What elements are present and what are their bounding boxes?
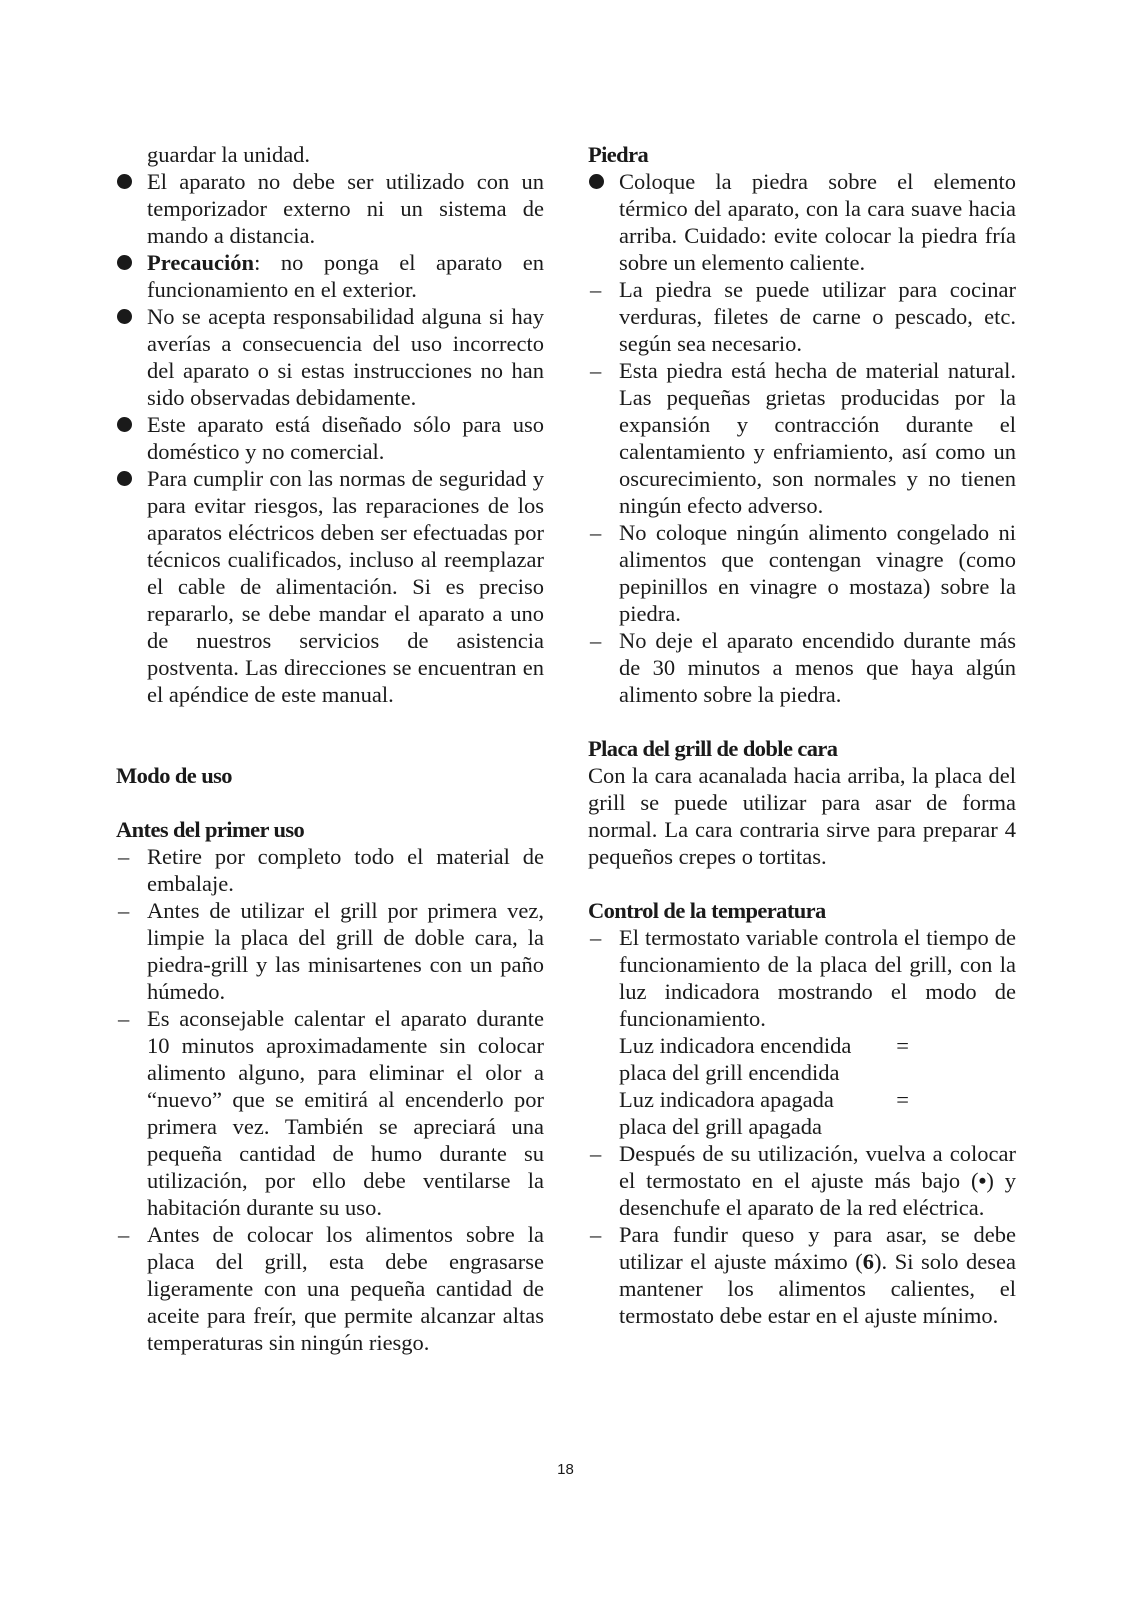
- dash-item: – No deje el aparato encendido durante más de 30 minutos a menos que haya algún alimento sobre la piedra.: [590, 628, 1016, 707]
- placa-text: Con la cara acanalada hacia arriba, la placa del grill se puede utilizar para asar de forma normal. La cara contraria sirve para preparar 4 pequeños crepes o tortitas.: [588, 763, 1016, 869]
- caution-label: Precaución: [147, 250, 255, 275]
- bullet-item: [116, 303, 544, 411]
- continued-text: guardar la unidad.: [147, 142, 311, 167]
- indicator-on-label: Luz indicadora encendida: [619, 1033, 852, 1058]
- dash-text: ) y desenchufe el aparato de la red eléctrica.: [619, 1168, 1016, 1220]
- dash-item: – Esta piedra está hecha de material natural. Las pequeñas grietas producidas por la expansión y contracción durante el calentamiento y enfriamiento, así como un oscurecimiento, son normales y no tienen ningún efecto adverso.: [590, 358, 1016, 518]
- dash-text: Después de su utilización, vuelva a colocar el termostato en el ajuste más bajo (: [619, 1141, 1016, 1193]
- dash-text: Retire por completo todo el material de embalaje.: [147, 844, 544, 896]
- indicator-on-value: placa del grill encendida: [619, 1060, 840, 1085]
- indicator-off-value: placa del grill apagada: [619, 1114, 823, 1139]
- indicator-off-label: Luz indicadora apagada: [619, 1087, 834, 1112]
- dash-item: – Para fundir queso y para asar, se debe utilizar el ajuste máximo (6). Si solo desea mantener los alimentos calientes, el termostato debe estar en el ajuste mínimo.: [590, 1222, 1016, 1328]
- dash-text: ). Si solo desea mantener los alimentos calientes, el termostato debe estar en el ajuste mínimo.: [619, 1249, 1016, 1328]
- indicator-on-row: [619, 1032, 909, 1059]
- max-setting-number: 6: [862, 1249, 875, 1274]
- subsection-title: Antes del primer uso: [116, 817, 305, 842]
- right-column: [588, 141, 1016, 1329]
- dash-text: Esta piedra está hecha de material natural. Las pequeñas grietas producidas por la expansión y contracción durante el calentamiento y enfriamiento, así como un oscurecimiento, son normales y no tienen ningún efecto adverso.: [619, 358, 1016, 518]
- control-title: Control de la temperatura: [588, 898, 826, 923]
- bullet-item: [116, 465, 544, 708]
- dash-item: – No coloque ningún alimento congelado ni alimentos que contengan vinagre (como pepinillos en vinagre o mostaza) sobre la piedra.: [590, 520, 1016, 626]
- bullet-item: [116, 249, 544, 303]
- bullet-item: [588, 168, 1016, 276]
- bullet-text: Este aparato está diseñado sólo para uso doméstico y no comercial.: [147, 412, 544, 464]
- lowest-setting-symbol: •: [978, 1168, 987, 1193]
- left-column: [116, 141, 544, 1356]
- dash-item: – Es aconsejable calentar el aparato durante 10 minutos aproximadamente sin colocar alimento alguno, para eliminar el olor a “nuevo” que se emitirá al encenderlo por primera vez. También se apreciará una pequeña cantidad de humo durante su utilización, por ello debe ventilarse la habitación durante su uso.: [118, 1006, 544, 1220]
- dash-text: Para fundir queso y para asar, se debe utilizar el ajuste máximo (: [619, 1222, 1016, 1274]
- indicator-on-equals: =: [896, 1033, 909, 1058]
- dash-item: – Antes de colocar los alimentos sobre la placa del grill, esta debe engrasarse ligeramente con una pequeña cantidad de aceite para freír, que permite alcanzar altas temperaturas sin ningún riesgo.: [118, 1222, 544, 1355]
- dash-text: La piedra se puede utilizar para cocinar verduras, filetes de carne o pescado, etc. según sea necesario.: [619, 277, 1016, 356]
- dash-item: – Antes de utilizar el grill por primera vez, limpie la placa del grill de doble cara, la piedra-grill y las minisartenes con un paño húmedo.: [118, 898, 544, 1004]
- dash-text: No coloque ningún alimento congelado ni alimentos que contengan vinagre (como pepinillos en vinagre o mostaza) sobre la piedra.: [619, 520, 1016, 626]
- bullet-text: Coloque la piedra sobre el elemento térmico del aparato, con la cara suave hacia arriba. Cuidado: evite colocar la piedra fría sobre un elemento caliente.: [619, 169, 1016, 275]
- placa-title: Placa del grill de doble cara: [588, 736, 838, 761]
- dash-text: Antes de colocar los alimentos sobre la placa del grill, esta debe engrasarse ligeramente con una pequeña cantidad de aceite para freír, que permite alcanzar altas temperaturas sin ningún riesgo.: [147, 1222, 544, 1355]
- dash-text: El termostato variable controla el tiempo de funcionamiento de la placa del grill, con la luz indicadora mostrando el modo de funcionamiento.: [619, 925, 1016, 1031]
- piedra-title: Piedra: [588, 142, 649, 167]
- dash-item: – Después de su utilización, vuelva a colocar el termostato en el ajuste más bajo (•) y desenchufe el aparato de la red eléctrica.: [590, 1141, 1016, 1220]
- bullet-item: [116, 168, 544, 249]
- bullet-text: El aparato no debe ser utilizado con un temporizador externo ni un sistema de mando a distancia.: [147, 169, 544, 248]
- dash-text: Antes de utilizar el grill por primera vez, limpie la placa del grill de doble cara, la piedra-grill y las minisartenes con un paño húmedo.: [147, 898, 544, 1004]
- dash-text: Es aconsejable calentar el aparato durante 10 minutos aproximadamente sin colocar alimento alguno, para eliminar el olor a “nuevo” que se emitirá al encenderlo por primera vez. También se apreciará una pequeña cantidad de humo durante su utilización, por ello debe ventilarse la habitación durante su uso.: [147, 1006, 544, 1220]
- dash-text: No deje el aparato encendido durante más de 30 minutos a menos que haya algún alimento sobre la piedra.: [619, 628, 1016, 707]
- page-number: 18: [557, 1461, 574, 1478]
- dash-item: – La piedra se puede utilizar para cocinar verduras, filetes de carne o pescado, etc. según sea necesario.: [590, 277, 1016, 356]
- bullet-text: No se acepta responsabilidad alguna si hay averías a consecuencia del uso incorrecto del aparato o si estas instrucciones no han sido observadas debidamente.: [147, 304, 544, 410]
- bullet-item: [116, 411, 544, 465]
- bullet-text: Para cumplir con las normas de seguridad y para evitar riesgos, las reparaciones de los aparatos eléctricos deben ser efectuadas por técnicos cualificados, incluso al reemplazar el cable de alimentación. Si es preciso repararlo, se debe mandar el aparato a uno de nuestros servicios de asistencia postventa. Las direcciones se encuentran en el apéndice de este manual.: [147, 466, 544, 707]
- section-title: Modo de uso: [116, 763, 232, 788]
- dash-item: – Retire por completo todo el material de embalaje.: [118, 844, 544, 896]
- bullet-text: : no ponga el aparato en funcionamiento en el exterior.: [147, 250, 544, 302]
- dash-item: – El termostato variable controla el tiempo de funcionamiento de la placa del grill, con la luz indicadora mostrando el modo de funcionamiento. Luz indicadora encendida = placa del grill encendida Luz indicadora apagada = placa del grill apagada: [590, 925, 1016, 1139]
- indicator-off-row: [619, 1086, 909, 1113]
- indicator-off-equals: =: [896, 1087, 909, 1112]
